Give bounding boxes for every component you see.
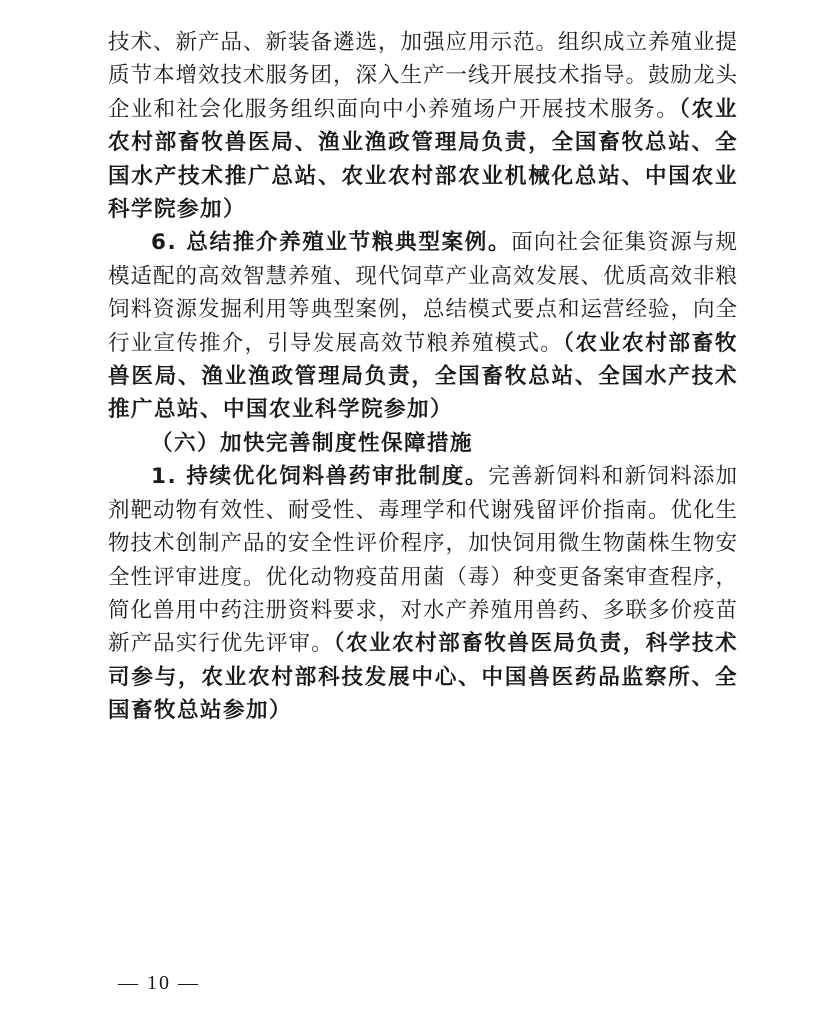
responsibility-note: （农业农村部畜牧兽医局、渔业渔政管理局负责，全国畜牧总站、全国水产技术推广总站、中国农业科学院参加）: [108, 330, 738, 423]
paragraph-text: 技术、新产品、新装备遴选，加强应用示范。组织成立养殖业提质节本增效技术服务团，深入生产一线开展技术指导。鼓励龙头企业和社会化服务组织面向中小养殖场户开展技术服务。: [108, 30, 739, 122]
paragraph-text: 面向社会征集资源与规模适配的高效智慧养殖、现代饲草产业高效发展、优质高效非粮饲料资源发掘利用等典型案例，总结模式要点和运营经验，向全行业宣传推介，引导发展高效节粮养殖模式。: [108, 230, 739, 356]
page-number: — 10 —: [118, 972, 200, 994]
section-heading: [108, 427, 738, 460]
paragraph-tech-service: [108, 26, 738, 226]
responsibility-note: （农业农村部畜牧兽医局、渔业渔政管理局负责，全国畜牧总站、全国水产技术推广总站、农业农村部农业机械化总站、中国农业科学院参加）: [108, 96, 738, 223]
document-page: [108, 26, 738, 728]
responsibility-note: （农业农村部畜牧兽医局负责，科学技术司参与，农业农村部科技发展中心、中国兽医药品监察所、全国畜牧总站参加）: [108, 631, 738, 724]
item-lead: 1. 持续优化饲料兽药审批制度。: [151, 464, 489, 490]
paragraph-typical-cases: [108, 226, 738, 426]
section-heading-text: （六）加快完善制度性保障措施: [151, 430, 474, 456]
paragraph-approval-system: [108, 460, 738, 727]
item-lead: 6. 总结推介养殖业节粮典型案例。: [151, 230, 512, 256]
paragraph-text: 完善新饲料和新饲料添加剂靶动物有效性、耐受性、毒理学和代谢残留评价指南。优化生物技术创制产品的安全性评价程序，加快饲用微生物菌株生物安全性评审进度。优化动物疫苗用菌（毒）种变更备案审查程序，简化兽用中药注册资料要求，对水产养殖用兽药、多联多价疫苗新产品实行优先评审。: [108, 464, 739, 657]
